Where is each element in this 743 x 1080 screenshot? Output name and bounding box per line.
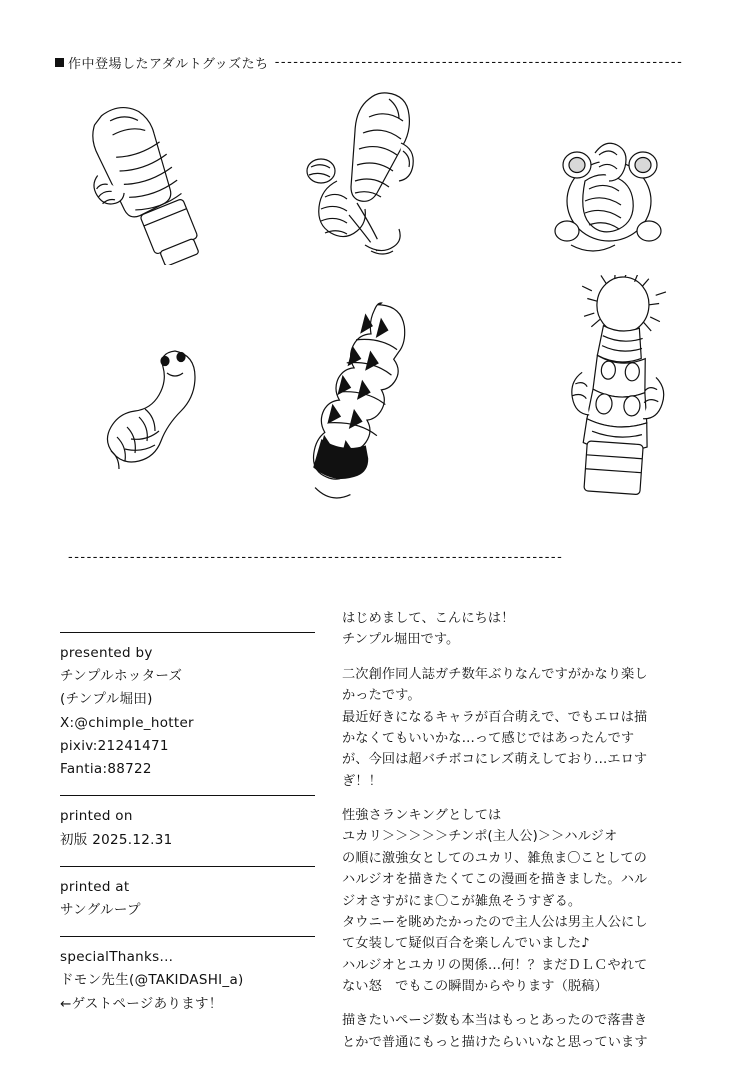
presented-by-label: presented by (60, 645, 153, 661)
afterword-paragraph (342, 608, 692, 651)
afterword-line: て女装して疑似百合を楽しんでいました♪ (342, 936, 590, 952)
afterword-line: 二次創作同人誌ガチ数年ぶりなんですがかなり楽し (342, 666, 648, 682)
afterword-line: 描きたいページ数も本当はもっとあったので落書き (342, 1013, 648, 1029)
afterword-paragraph (342, 664, 692, 792)
colophon-rule (60, 795, 315, 796)
special-thanks-label: specialThanks... (60, 949, 174, 966)
goods-illustration-dildo-harness (295, 85, 455, 270)
afterword-line: の順に激強女としてのユカリ、雑魚ま〇ことしての (342, 850, 647, 866)
circle-name: チンプルホッターズ (60, 668, 183, 685)
afterword-paragraph (342, 805, 692, 997)
printed-at-label: printed at (60, 878, 130, 895)
afterword-text (342, 608, 692, 1053)
fantia-id[interactable]: Fantia:88722 (60, 761, 152, 778)
afterword-line: はじめまして、こんにちは！ (342, 611, 515, 626)
goods-illustration-vibrator-wand (83, 95, 213, 265)
colophon-rule (60, 632, 315, 633)
goods-illustration-ribbed-dildo (299, 299, 449, 514)
printed-at-value: サングループ (60, 901, 141, 918)
afterword-line: かったです。 (342, 688, 421, 704)
colophon-block-printed-at (60, 866, 315, 922)
afterword-line: かなくてもいいかな…って感じではあったんです (342, 730, 635, 746)
printed-on-label: printed on (60, 808, 133, 825)
section-header-title: 作中登場したアダルトグッズたち (68, 56, 269, 72)
author-name: (チンプル堀田) (60, 691, 153, 708)
afterword-line: ジオさすがにま〇こが雑魚そうすぎる。 (342, 893, 582, 909)
pixiv-id[interactable]: pixiv:21241471 (60, 737, 169, 754)
afterword-line: ない怒 でもこの瞬間からやります（脱稿） (342, 979, 608, 994)
goods-illustration-spiked-vibrator (555, 275, 685, 505)
x-account[interactable]: X:@chimple_hotter (60, 714, 194, 731)
afterword-line: 性強さランキングとしては (342, 808, 502, 823)
section-divider: -------------------------------------------------------------------------------- (68, 550, 564, 565)
special-thanks-value[interactable]: ドモン先生(@TAKIDASHI_a) (60, 972, 244, 989)
goods-illustration-area (55, 85, 688, 525)
afterword-line: ハルジオを描きたくてこの漫画を描きました。ハル (342, 872, 648, 888)
goods-illustration-tentacle-toy (97, 335, 227, 480)
colophon-rule (60, 936, 315, 937)
afterword-line: ユカリ＞＞＞＞＞チンポ(主人公)＞＞ハルジオ (342, 829, 618, 845)
afterword-line: とかで普通にもっと描けたらいいなと思っています (342, 1034, 648, 1050)
afterword-line: が、今回は超バチボコにレズ萌えしており…エロす (342, 752, 648, 768)
square-bullet-icon (55, 58, 64, 67)
colophon (60, 632, 315, 1030)
colophon-block-presented-by (60, 632, 315, 781)
afterword-line: 最近好きになるキャラが百合萌えで、でもエロは描 (342, 709, 648, 725)
afterword-paragraph (342, 1010, 692, 1053)
header-dash-rule: ------------------------------------------------------------------ (274, 54, 684, 70)
afterword-line: ぎ！！ (342, 773, 382, 789)
afterword-line: チンプル堀田です。 (342, 632, 460, 648)
afterword-line: タウニーを眺めたかったので主人公は男主人公にし (342, 914, 648, 930)
colophon-block-printed-on (60, 795, 315, 851)
colophon-rule (60, 866, 315, 867)
printed-on-value: 初版 2025.12.31 (60, 831, 173, 848)
special-thanks-note: ←ゲストページあります！ (60, 995, 223, 1012)
goods-illustration-panda-toy (537, 135, 677, 265)
colophon-block-special-thanks (60, 936, 315, 1016)
afterword-line: ハルジオとユカリの関係…何！？まだＤＬＣやれて (342, 957, 648, 973)
section-header (55, 52, 688, 72)
